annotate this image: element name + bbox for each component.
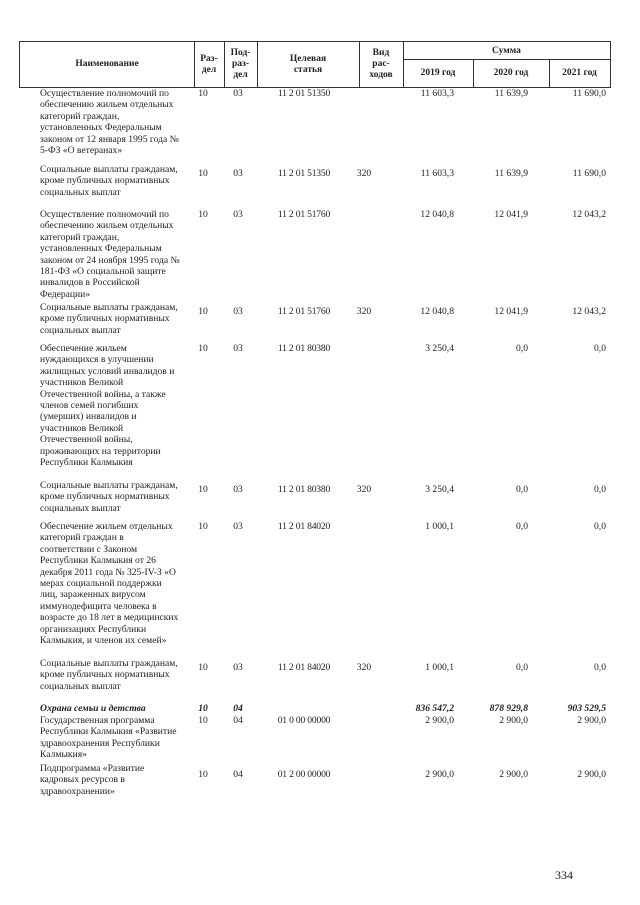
row-razdel: 10	[198, 715, 208, 726]
row-razdel: 10	[198, 168, 208, 179]
row-2021: 2 900,0	[577, 715, 606, 726]
row-podrazdel: 03	[233, 343, 243, 354]
row-2020: 0,0	[516, 662, 528, 673]
row-2019: 2 900,0	[425, 715, 454, 726]
row-celevaya: 01 0 00 00000	[277, 715, 331, 726]
row-celevaya: 11 2 01 51350	[277, 168, 331, 179]
row-name: Обеспечение жильем отдельных категорий граждан в соответствии с Законом Республики Калмыкия от 26 декабря 2011 года № 325-IV-З «О мерах социальной поддержки лиц, зараженных вирусом иммунодефицита человека в возрасте до 18 лет в медицинских организациях Республики Калмыкия, и членов их семей»	[40, 521, 179, 647]
row-2020: 0,0	[516, 484, 528, 495]
row-celevaya: 11 2 01 84020	[277, 521, 331, 532]
row-2019: 11 603,3	[420, 88, 454, 99]
row-razdel: 10	[198, 88, 208, 99]
row-2020: 878 929,8	[489, 703, 528, 714]
row-vid: 320	[356, 168, 372, 179]
row-2019: 3 250,4	[425, 484, 454, 495]
row-2019: 1 000,1	[425, 662, 454, 673]
header-name: Наименование	[20, 42, 195, 87]
header-2020: 2020 год	[473, 59, 550, 87]
row-podrazdel: 04	[233, 715, 243, 726]
row-name: Осуществление полномочий по обеспечению жильем отдельных категорий граждан, установленных Федеральным законом от 12 января 1995 года № 5-ФЗ «О ветеранах»	[40, 88, 179, 157]
row-razdel: 10	[198, 703, 208, 714]
row-vid: 320	[356, 484, 372, 495]
row-podrazdel: 03	[233, 484, 243, 495]
page-number: 334	[555, 868, 573, 882]
header-summa: Сумма	[403, 42, 610, 60]
row-2020: 11 639,9	[494, 168, 528, 179]
row-2020: 11 639,9	[494, 88, 528, 99]
row-podrazdel: 03	[233, 521, 243, 532]
row-name: Подпрограмма «Развитие кадровых ресурсов в здравоохранении»	[40, 763, 145, 797]
row-name: Социальные выплаты гражданам, кроме публичных нормативных социальных выплат	[40, 658, 178, 692]
row-2019: 3 250,4	[425, 343, 454, 354]
row-vid: 320	[356, 306, 372, 317]
row-2021: 12 043,2	[572, 306, 606, 317]
row-celevaya: 11 2 01 84020	[277, 662, 331, 673]
row-podrazdel: 04	[233, 769, 243, 780]
header-vid: Вид рас- ходов	[359, 42, 404, 87]
row-podrazdel: 03	[233, 168, 243, 179]
row-name: Социальные выплаты гражданам, кроме публичных нормативных социальных выплат	[40, 480, 178, 514]
row-2019: 836 547,2	[415, 703, 454, 714]
row-2021: 2 900,0	[577, 769, 606, 780]
row-celevaya: 11 2 01 51760	[277, 209, 331, 220]
row-podrazdel: 03	[233, 662, 243, 673]
row-2021: 0,0	[594, 343, 606, 354]
row-celevaya: 11 2 01 51760	[277, 306, 331, 317]
row-2020: 0,0	[516, 343, 528, 354]
row-2021: 11 690,0	[572, 88, 606, 99]
row-name: Социальные выплаты гражданам, кроме публичных нормативных социальных выплат	[40, 164, 178, 198]
row-razdel: 10	[198, 209, 208, 220]
row-razdel: 10	[198, 484, 208, 495]
header-razdel: Раз- дел	[194, 42, 225, 87]
row-podrazdel: 03	[233, 209, 243, 220]
row-2019: 12 040,8	[420, 209, 454, 220]
row-2020: 12 041,9	[494, 306, 528, 317]
row-2019: 1 000,1	[425, 521, 454, 532]
row-podrazdel: 04	[233, 703, 243, 714]
table-header	[19, 41, 611, 88]
row-razdel: 10	[198, 521, 208, 532]
row-2020: 2 900,0	[499, 715, 528, 726]
row-vid: 320	[356, 662, 372, 673]
header-celevaya: Целевая статья	[257, 42, 360, 87]
row-celevaya: 11 2 01 80380	[277, 484, 331, 495]
row-razdel: 10	[198, 343, 208, 354]
row-2020: 0,0	[516, 521, 528, 532]
row-podrazdel: 03	[233, 306, 243, 317]
row-celevaya: 11 2 01 80380	[277, 343, 331, 354]
row-razdel: 10	[198, 662, 208, 673]
row-2021: 903 529,5	[567, 703, 606, 714]
row-name: Обеспечение жильем нуждающихся в улучшении жилищных условий инвалидов и участников Великой Отечественной войны, а также членов семей погибших (умерших) инвалидов и участников Великой Отечественной войны, проживающих на территории Республики Калмыкия	[40, 343, 175, 469]
row-razdel: 10	[198, 769, 208, 780]
row-name: Осуществление полномочий по обеспечению жильем отдельных категорий граждан, установленных Федеральным законом от 24 ноября 1995 года № 181-ФЗ «О социальной защите инвалидов в Российской Федерации»	[40, 209, 180, 300]
header-podrazdel: Под- раз- дел	[224, 42, 258, 87]
row-name: Охрана семьи и детства	[40, 703, 146, 714]
row-2020: 2 900,0	[499, 769, 528, 780]
row-podrazdel: 03	[233, 88, 243, 99]
row-2021: 11 690,0	[572, 168, 606, 179]
row-celevaya: 11 2 01 51350	[277, 88, 331, 99]
row-celevaya: 01 2 00 00000	[277, 769, 331, 780]
row-2019: 2 900,0	[425, 769, 454, 780]
row-2019: 12 040,8	[420, 306, 454, 317]
row-name: Государственная программа Республики Калмыкия «Развитие здравоохранения Республики Калмыкия»	[40, 715, 177, 761]
row-2021: 0,0	[594, 484, 606, 495]
header-2019: 2019 год	[403, 59, 474, 87]
row-2021: 0,0	[594, 662, 606, 673]
row-2019: 11 603,3	[420, 168, 454, 179]
row-2020: 12 041,9	[494, 209, 528, 220]
header-2021: 2021 год	[562, 68, 597, 78]
row-razdel: 10	[198, 306, 208, 317]
row-2021: 12 043,2	[572, 209, 606, 220]
row-name: Социальные выплаты гражданам, кроме публичных нормативных социальных выплат	[40, 302, 178, 336]
row-2021: 0,0	[594, 521, 606, 532]
